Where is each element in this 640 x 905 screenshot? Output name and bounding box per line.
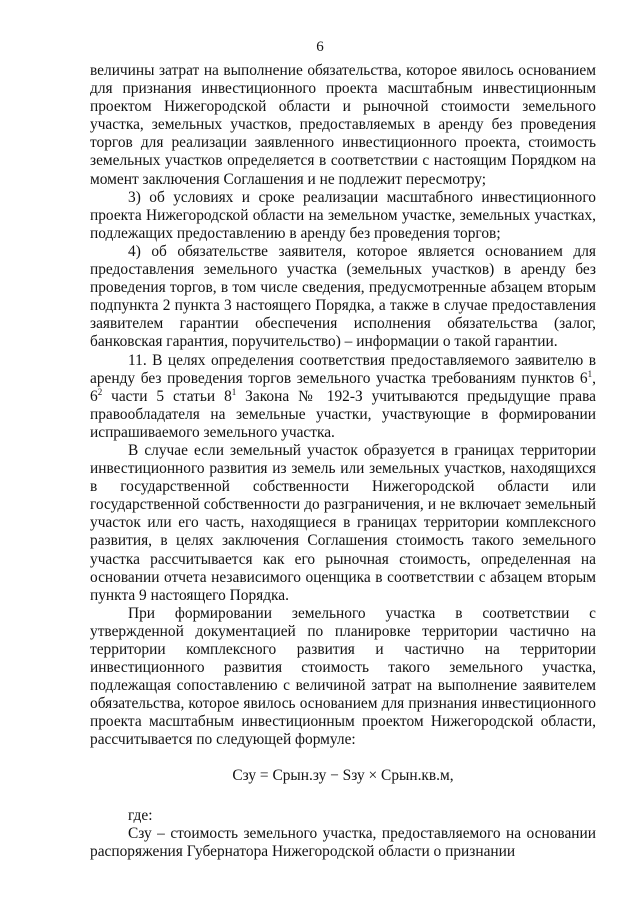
paragraph-item-3: 3) об условиях и сроке реализации масштабного инвестиционного проекта Нижегородской области на земельном участке, земельных участках, подлежащих предоставлению в аренду без проведения торгов; (90, 188, 596, 242)
paragraph-continuation: величины затрат на выполнение обязательства, которое явилось основанием для признания инвестиционного проекта масштабным инвестиционным проектом Нижегородской области и рыночной стоимости земельного участка, земельных участков, предоставляемых в аренду без проведения торгов для реализации заявленного инвестиционного проекта, стоимость земельных участков определяется в соответствии с настоящим Порядком на момент заключения Соглашения и не подлежит пересмотру; (90, 62, 596, 188)
formula-where-label: где: (128, 806, 153, 824)
clause-11-text-d: Закона № 192-З учитываются предыдущие права правообладателя на земельные участки, участвующие в формировании испрашиваемого земельного участка. (90, 387, 596, 441)
paragraph-mixed-territory: При формировании земельного участка в соответствии с утвержденной документацией по планировке территории частично на территории комплексного развития и частично на территории инвестиционного развития стоимость такого земельного участка, подлежащая сопоставлению с величиной затрат на выполнение заявителем обязательства, которое явилось основанием для признания инвестиционного проекта масштабным инвестиционным проектом Нижегородской области, рассчитывается по следующей формуле: (90, 604, 596, 749)
superscript-3: 1 (231, 386, 237, 397)
clause-11-text-a: 11. В целях определения соответствия предоставляемого заявителю в аренду без проведения торгов земельного участка требованиям пунктов 6 (90, 351, 596, 387)
clause-11-text-b: , 6 (90, 369, 596, 405)
paragraph-investment-territory: В случае если земельный участок образуется в границах территории инвестиционного развития из земель или земельных участков, находящихся в государственной собственности Нижегородской области или государственной собственности до разграничения, и не включает земельный участок или его часть, находящиеся в границах территории комплексного развития, в целях заключения Соглашения стоимость такого земельного участка рассчитывается как его рыночная стоимость, определенная на основании отчета независимого оценщика в соответствии с абзацем вторым пункта 9 настоящего Порядка. (90, 441, 596, 604)
document-body (90, 62, 596, 861)
paragraph-item-4: 4) об обязательстве заявителя, которое является основанием для предоставления земельного участка (земельных участков) в аренду без проведения торгов, в том числе сведения, предусмотренные абзацем вторым подпункта 2 пункта 3 настоящего Порядка, а также в случае предоставления заявителем гарантии обеспечения исполнения обязательства (залог, банковская гарантия, поручительство) – информации о такой гарантии. (90, 242, 596, 351)
paragraph-definition-szu: Сзу – стоимость земельного участка, предоставляемого на основании распоряжения Губернатора Нижегородской области о признании (90, 824, 596, 860)
page-number: 6 (316, 39, 324, 55)
cost-formula: Сзу = Срын.зу − Sзу × Срын.кв.м, (232, 766, 454, 784)
paragraph-clause-11 (90, 352, 596, 442)
clause-11-text-c: части 5 статьи 8 (102, 387, 232, 405)
superscript-2: 2 (97, 386, 103, 397)
superscript-1: 1 (587, 368, 593, 379)
